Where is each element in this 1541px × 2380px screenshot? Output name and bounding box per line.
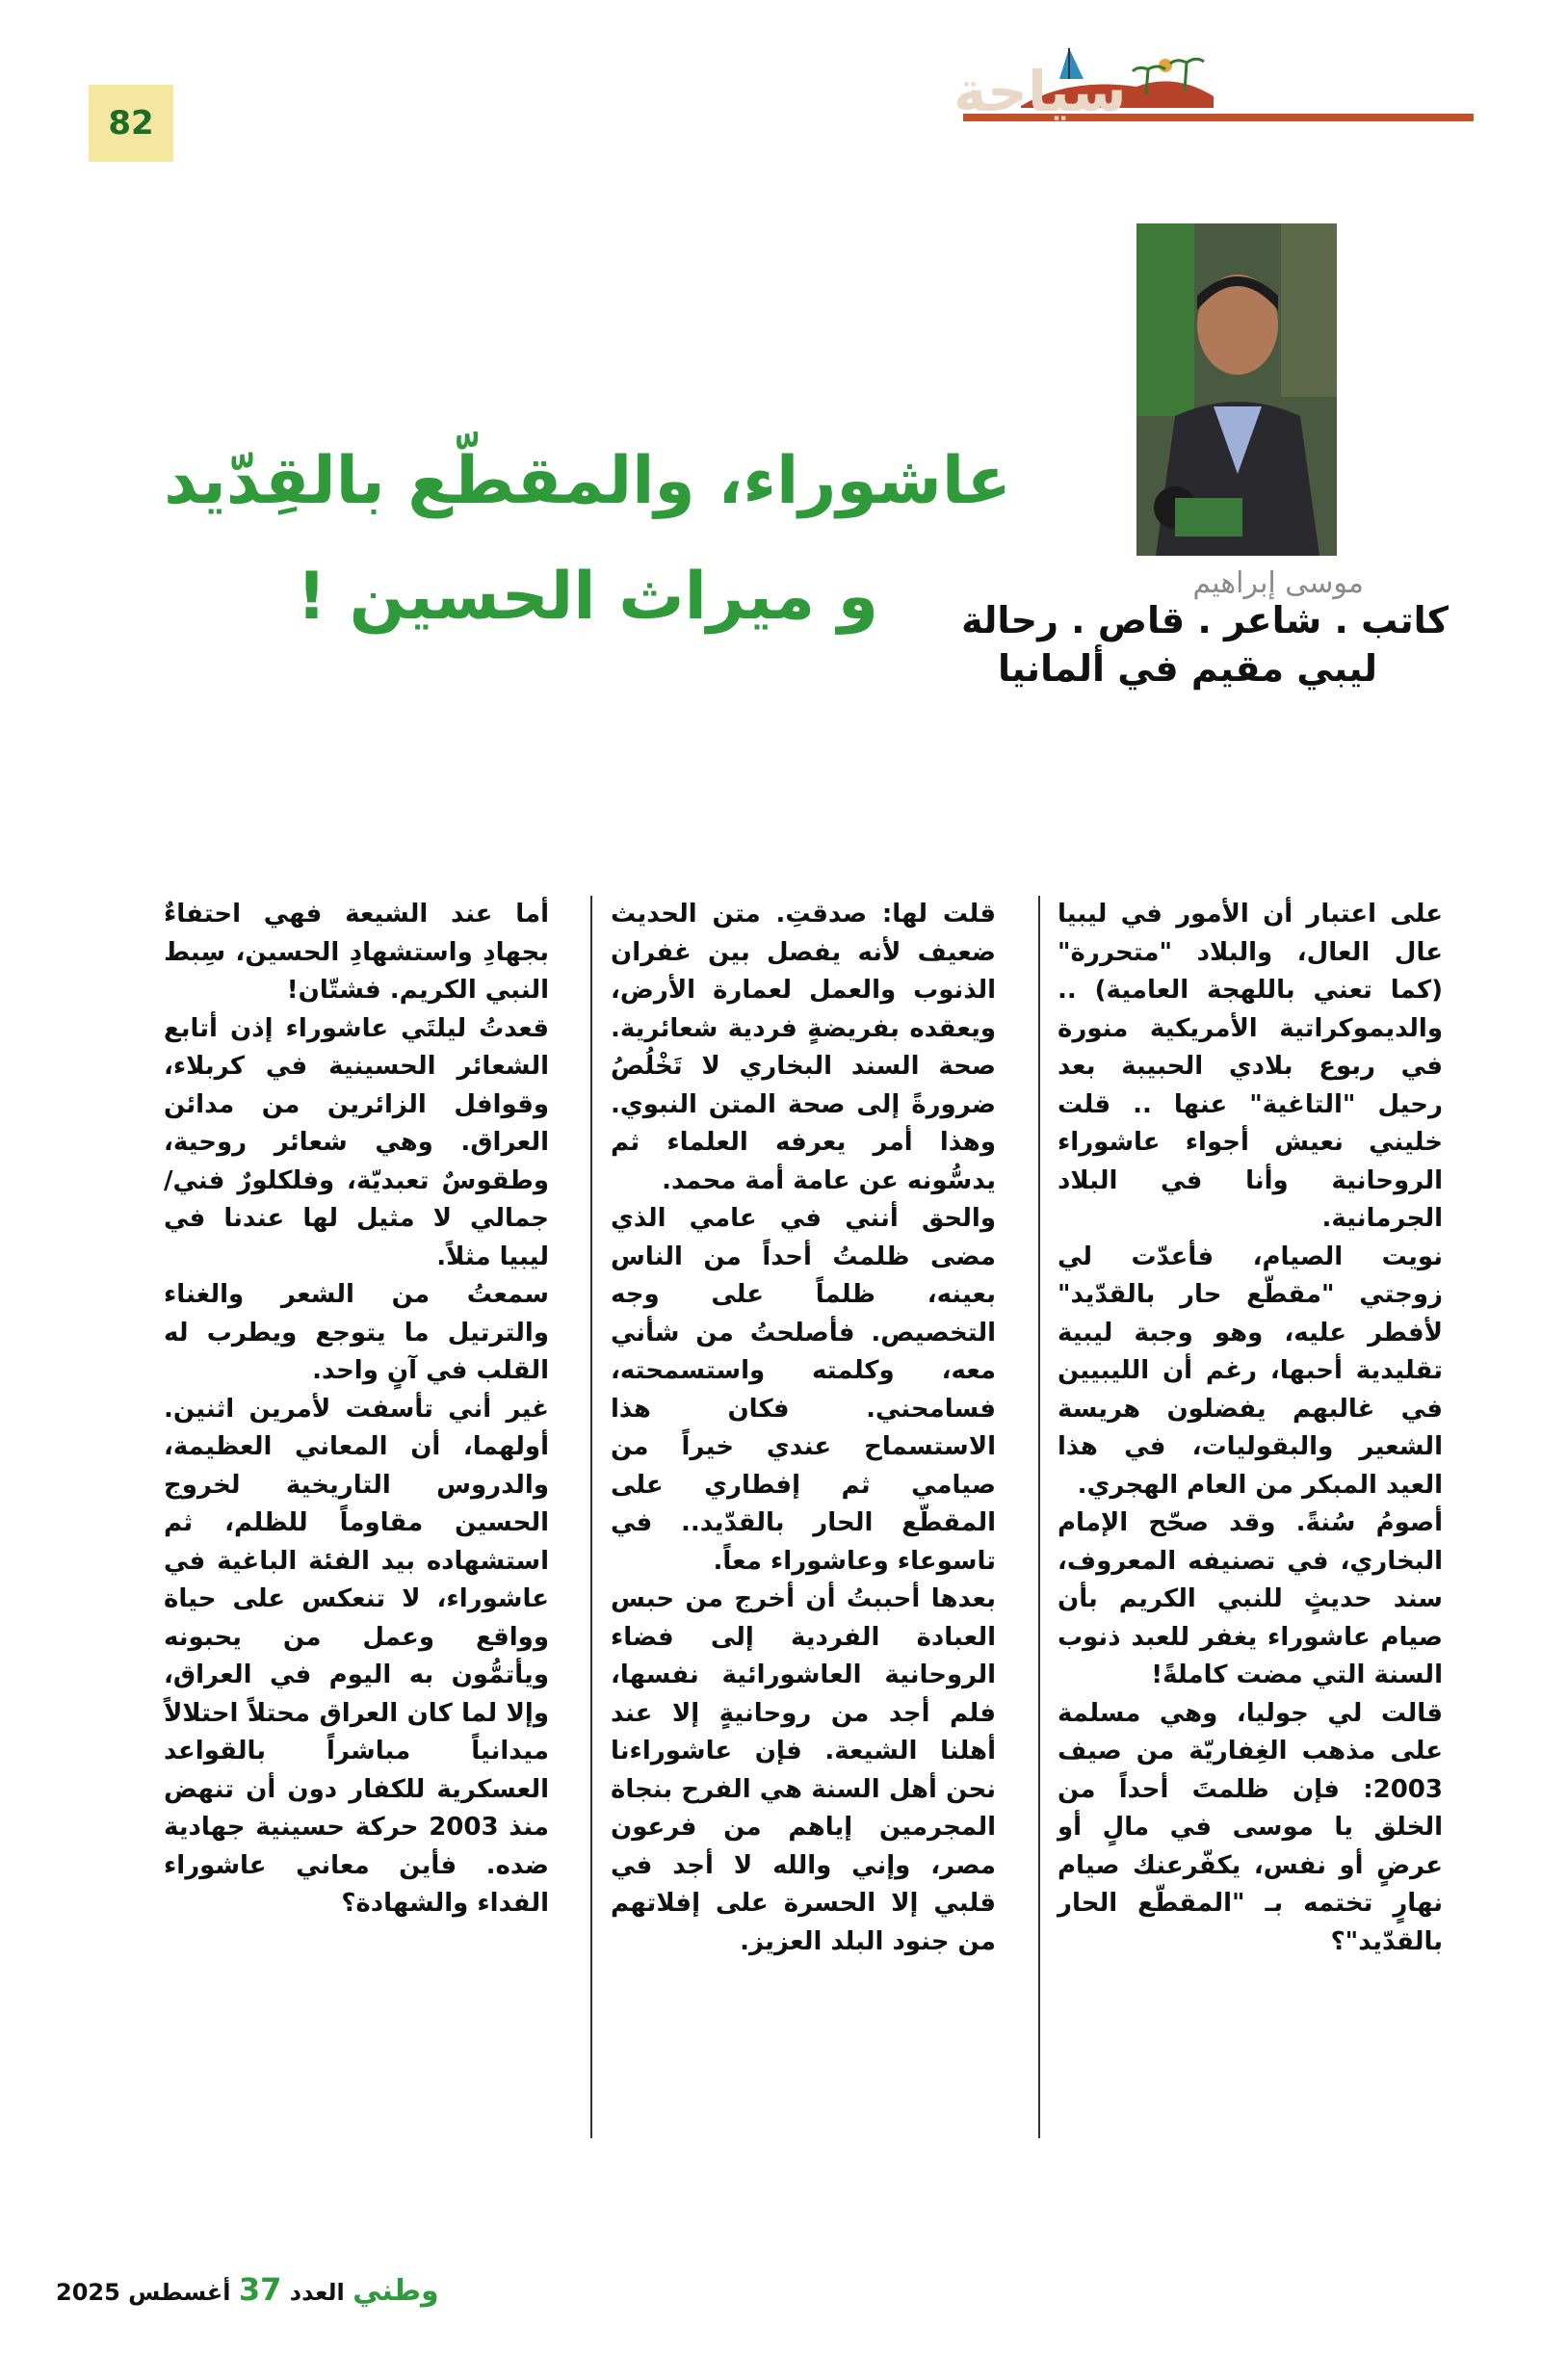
sahara-logo-icon bbox=[925, 39, 1474, 144]
article-title bbox=[144, 424, 1031, 655]
paragraph: أما عند الشيعة فهي احتفاءٌ بجهادِ واستشهادِ الحسين، سِبط النبي الكريم. فشتّان! bbox=[164, 900, 549, 1005]
issue-number: 37 bbox=[238, 2271, 282, 2308]
paragraph: غير أني تأسفت لأمرين اثنين. أولهما، أن المعاني العظيمة، والدروس التاريخية لخروج الحسين مقاوماً للظلم، ثم استشهاده بيد الفئة الباغية في عاشوراء، لا تنعكس على حياة وواقع وعمل من يحبونه ويأتمُّون به اليوم في العراق، وإلا لما كان العراق محتلاً احتلالاً ميدانياً مباشراً بالقواعد العسكرية للكفار دون أن تنهض منذ 2003 حركة حسينية جهادية ضده. فأين معاني عاشوراء الفداء والشهادة؟ bbox=[164, 1394, 550, 1918]
title-line-1: عاشوراء، والمقطّع بالقِدّيد bbox=[164, 443, 1011, 519]
author-photo bbox=[1136, 223, 1337, 556]
article-column-3 bbox=[164, 896, 549, 1923]
issue-year: 2025 bbox=[56, 2279, 120, 2306]
paragraph: أصومُ سُنةً. وقد صحّح الإمام البخاري، في تصنيفه المعروف، سند حديثٍ للنبي الكريم بأن صيام عاشوراء يغفر للعبد ذنوب السنة التي مضت كاملةً! bbox=[1058, 1508, 1443, 1689]
page-number-badge bbox=[89, 85, 173, 162]
paragraph: قلت لها: صدقتِ. متن الحديث ضعيف لأنه يفصل بين غفران الذنوب والعمل لعمارة الأرض، ويعقده بفريضةٍ فردية شعائرية. صحة السند البخاري لا تَخْلُصُ ضرورةً إلى صحة المتن النبوي. وهذا أمر يعرفه العلماء ثم يدسُّونه عن عامة أمة محمد. bbox=[611, 900, 996, 1195]
paragraph: قعدتُ ليلتَي عاشوراء إذن أتابع الشعائر الحسينية في كربلاء، وقوافل الزائرين من مدائن العراق. وهي شعائر روحية، وطقوسٌ تعبديّة، وفلكلورٌ فني/جمالي لا مثيل لها عندنا في ليبيا مثلاً. bbox=[164, 1013, 549, 1271]
author-name: موسى إبراهيم bbox=[1192, 566, 1364, 600]
paragraph: والحق أنني في عامي الذي مضى ظلمتُ أحداً من الناس بعينه، ظلماً على وجه التخصيص. فأصلحتُ من شأني معه، وكلمته واستسمحته، فسامحني. فكان هذا الاستسماح عندي خيراً من صيامي ثم إفطاري على المقطّع الحار بالقدّيد.. في تاسوعاء وعاشوراء معاً. bbox=[611, 1204, 996, 1576]
section-title: سياحة bbox=[953, 59, 1127, 124]
article-column-1 bbox=[1058, 896, 1443, 1961]
column-divider bbox=[1038, 896, 1040, 2138]
author-portrait-icon bbox=[1136, 223, 1337, 556]
section-logo bbox=[925, 39, 1474, 144]
paragraph: بعدها أحببتُ أن أخرج من حبس العبادة الفردية إلى فضاء الروحانية العاشورائية نفسها، فلم أجد من روحانيةٍ إلا عند أهلنا الشيعة. فإن عاشوراءنا نحن أهل السنة هي الفرح بنجاة المجرمين إياهم من فرعون مصر، وإني والله لا أجد في قلبي إلا الحسرة على إفلاتهم من جنود البلد العزيز. bbox=[611, 1584, 996, 1956]
page-number: 82 bbox=[108, 104, 154, 143]
issue-label: العدد bbox=[289, 2279, 345, 2306]
paragraph: سمعتُ من الشعر والغناء والترتيل ما يتوجع ويطرب له القلب في آنٍ واحد. bbox=[164, 1280, 549, 1385]
paragraph: على اعتبار أن الأمور في ليبيا عال العال، والبلاد "متحررة" (كما تعني باللهجة العامية) .. والديموكراتية الأمريكية منورة في ربوع بلادي الحبيبة بعد رحيل "التاغية" عنها .. قلت خليني نعيش أجواء عاشوراء الروحانية وأنا في البلاد الجرمانية. bbox=[1058, 900, 1443, 1233]
title-line-2: و ميراث الحسين ! bbox=[296, 559, 879, 635]
author-location: ليبي مقيم في ألمانيا bbox=[997, 647, 1377, 690]
issue-month: أغسطس bbox=[128, 2279, 231, 2306]
column-divider bbox=[590, 896, 592, 2138]
author-roles: كاتب . شاعر . قاص . رحالة bbox=[961, 599, 1449, 641]
paragraph: نويت الصيام، فأعدّت لي زوجتي "مقطّع حار بالقدّيد" لأفطر عليه، وهو وجبة ليبية تقليدية أحبها، رغم أن الليبيين في غالبهم يفضلون هريسة الشعير والبقوليات، في هذا العيد المبكر من العام الهجري. bbox=[1058, 1242, 1443, 1500]
paragraph: قالت لي جوليا، وهي مسلمة على مذهب الغِفاريّة من صيف 2003: فإن ظلمتَ أحداً من الخلق يا موسى في مالٍ أو عرضٍ أو نفس، يكفّرعنك صيام نهارٍ تختمه بـ "المقطّع الحار بالقدّيد"؟ bbox=[1058, 1698, 1443, 1956]
magazine-name: وطني bbox=[353, 2274, 439, 2308]
footer bbox=[56, 2271, 439, 2308]
article-column-2 bbox=[611, 896, 996, 1961]
